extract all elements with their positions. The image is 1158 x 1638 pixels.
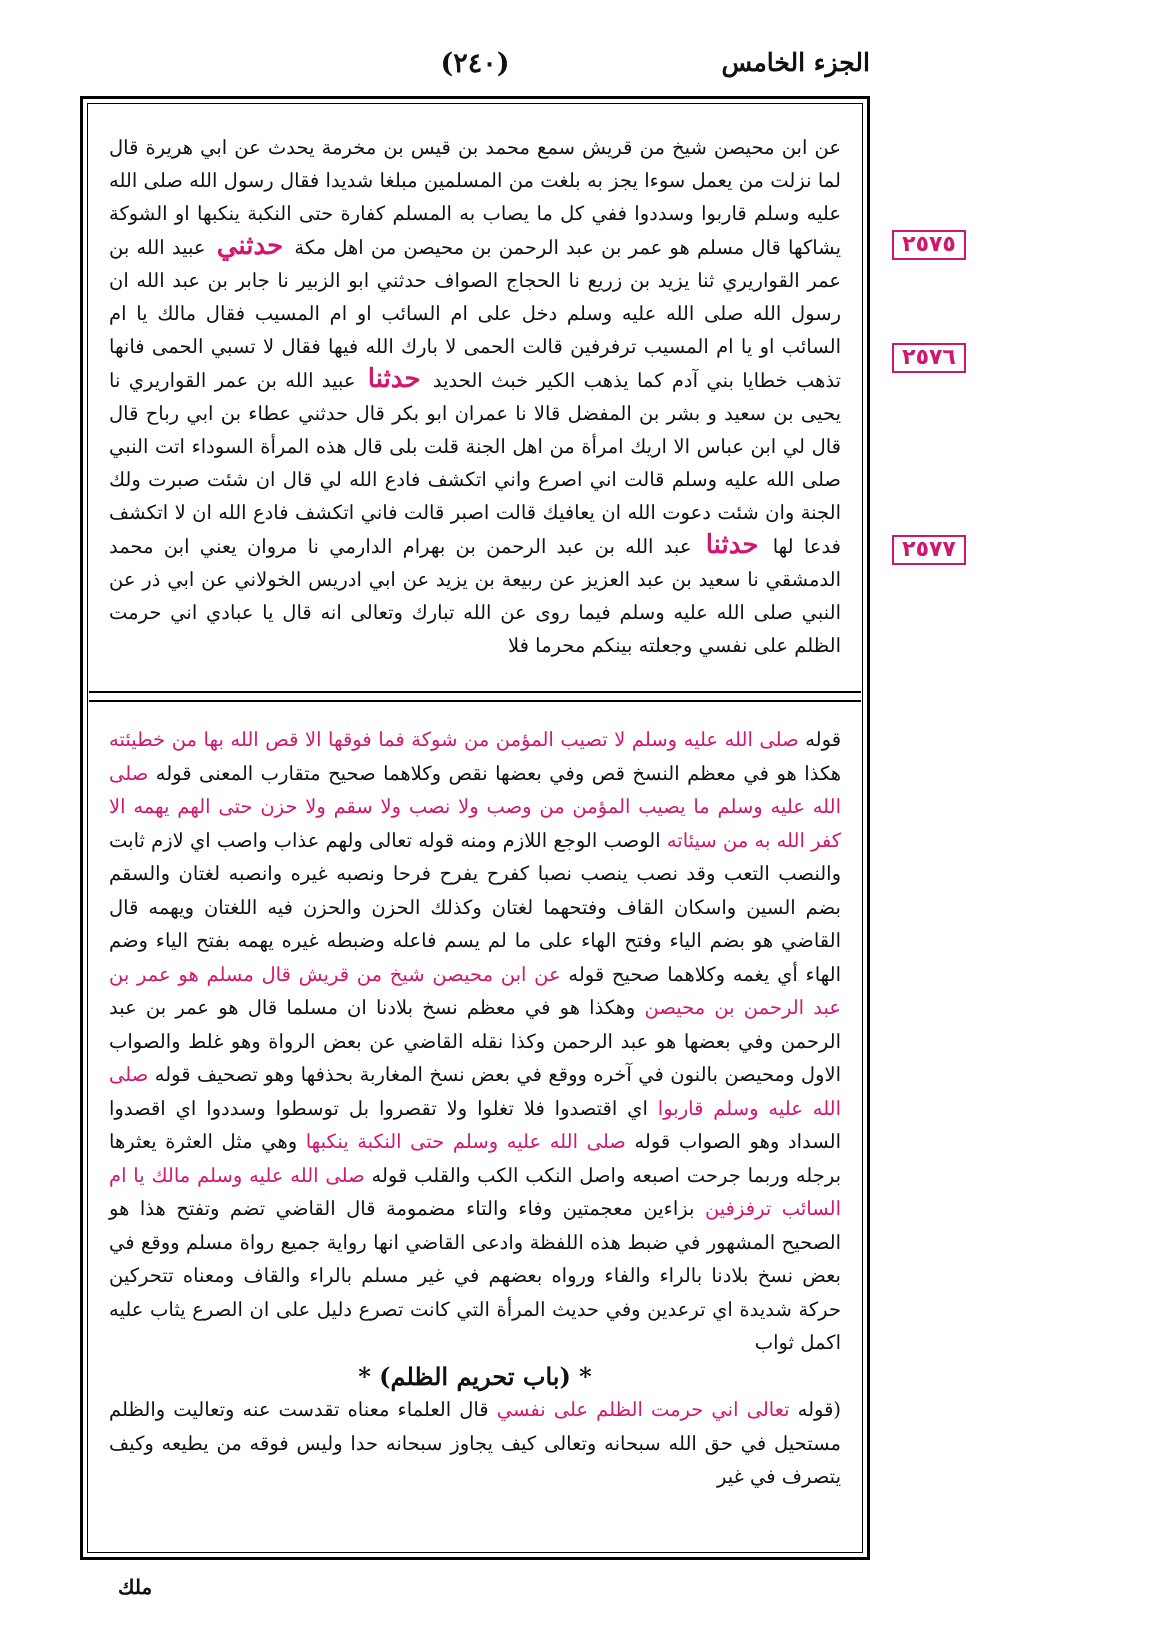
commentary-text: وهي مثل العثرة يعثرها برجله وربما جرحت اصبعه واصل النكب الكب والقلب قوله <box>109 1130 842 1187</box>
hadith-text: عبد الله بن عبد الرحمن بن بهرام الدارمي نا مروان يعني ابن محمد الدمشقي نا سعيد بن عبد العزيز عن ربيعة بن يزيد عن ابي ادريس الخولاني عن ابي ذر عن النبي صلى الله عليه وسلم فيما روى عن الله تبارك وتعالى انه قال يا عبادي اني حرمت الظلم على نفسي وجعلته بينكم محرما فلا <box>109 535 841 657</box>
commentary-text: قال العلماء معناه تقدست عنه وتعاليت والظلم مستحيل في حق الله سبحانه وتعالى كيف يجاوز سبحانه حدا وليس فوقه من يطيعه وكيف يتصرف في غير <box>109 1398 841 1488</box>
commentary-section <box>93 709 857 1549</box>
chapter-heading: * (باب تحريم الظلم) * <box>358 1361 592 1391</box>
commentary-text: الوصب الوجع اللازم ومنه قوله تعالى ولهم عذاب واصب اي لازم ثابت والنصب التعب وقد نصب ينصب نصبا كفرح يفرح فرحا ونصبه غيره وانصبه لغتان والسقم بضم السين واسكان القاف وفتحهما لغتان وكذلك الحزن والحزن فيه اللغتان ويهمه قال القاضي هو بضم الياء وفتح الهاء على ما لم يسم فاعله وضبطه غيره يهمه بفتح الياء وضم الهاء أي يغمه وكلاهما صحيح قوله <box>109 828 842 986</box>
hadith-paragraph <box>109 131 841 662</box>
commentary-lemma: صلى الله عليه وسلم لا تصيب المؤمن من شوكة فما فوقها الا قص الله بها من خطيئته <box>109 728 799 751</box>
hadith-text: عبيد الله بن عمر القواريري ثنا يزيد بن زريع نا الحجاج الصواف حدثني ابو الزبير نا جابر بن عبد الله ان رسول الله صلى الله عليه وسلم دخل على ام السائب او ام المسيب فقال مالك يا ام السائب او يا ام المسيب ترفرفين قالت الحمى لا بارك الله فيها فقال لا تسبي الحمى فانها تذهب خطايا بني آدم كما يذهب الكير خبث الحديد <box>109 236 842 392</box>
commentary-lemma: صلى الله عليه وسلم قاربوا <box>109 1063 842 1120</box>
hadith-number-badge: ٢٥٧٥ <box>892 230 966 260</box>
commentary-text: قوله <box>805 728 842 751</box>
commentary-text: وهكذا هو في معظم نسخ بلادنا ان مسلما قال هو عمر بن عبد الرحمن وفي بعضها هو عبد الرحمن وكذا نقله القاضي عن بعض الرواة وهو غلط والصواب الاول ومحيصن بالنون في آخره ووقع في بعض نسخ المغاربة بحذفها وهو تصحيف قوله <box>109 996 841 1086</box>
hadith-text: عبيد الله بن عمر القواريري نا يحيى بن سعيد و بشر بن المفضل قالا نا عمران ابو بكر قال حدثني عطاء بن ابي رباح قال قال لي ابن عباس الا اريك امرأة من اهل الجنة قلت بلى قال هذه المرأة السوداء اتت النبي صلى الله عليه وسلم قالت اني اصرع واني اتكشف فادع الله لي قال ان شئت صبرت ولك الجنة وان شئت دعوت الله ان يعافيك قالت اصبر قالت فاني اتكشف فادع الله ان لا اتكشف فدعا لها <box>109 369 841 558</box>
commentary-lemma: صلى الله عليه وسلم حتى النكبة ينكبها <box>305 1130 626 1153</box>
commentary-lemma: صلى الله عليه وسلم مالك يا ام السائب ترفزفين <box>109 1163 841 1220</box>
page-number: (٢٤٠) <box>440 48 510 79</box>
page-frame <box>80 96 870 1560</box>
hadith-number-badge: ٢٥٧٧ <box>892 535 966 565</box>
hadith-section <box>93 109 857 689</box>
commentary-lemma: صلى الله عليه وسلم ما يصيب المؤمن من وصب ولا نصب ولا سقم ولا حزن حتى الهم يهمه الا كفر الله به من سيئاته <box>109 761 841 852</box>
section-divider <box>89 691 861 702</box>
hadith-text: عن ابن محيصن شيخ من قريش سمع محمد بن قيس بن مخرمة يحدث عن ابي هريرة قال لما نزلت من يعمل سوءا يجز به بلغت من المسلمين مبلغا شديدا فقال رسول الله صلى الله عليه وسلم قاربوا وسددوا ففي كل ما يصاب به المسلم كفارة حتى النكبة ينكبها او الشوكة يشاكها قال مسلم هو عمر بن عبد الرحمن بن محيصن من اهل مكة <box>109 136 841 259</box>
commentary-lemma: عن ابن محيصن شيخ من قريش قال مسلم هو عمر بن عبد الرحمن بن محيصن <box>109 962 841 1019</box>
footer-signature-mark: ملك <box>118 1575 153 1599</box>
commentary-lemma: تعالى اني حرمت الظلم على نفسي <box>496 1398 790 1421</box>
commentary-text: اي اقتصدوا فلا تغلوا ولا تقصروا بل توسطوا وسددوا اي اقصدوا السداد وهو الصواب قوله <box>109 1096 841 1153</box>
commentary-text: (قوله <box>797 1398 842 1421</box>
commentary-text: هكذا هو في معظم النسخ قص وفي بعضها نقص وكلاهما صحيح متقارب المعنى قوله <box>155 761 842 785</box>
haddathana-marker: حدثنا <box>367 364 421 394</box>
page-header <box>80 48 870 88</box>
haddathana-marker: حدثنا <box>705 530 759 560</box>
commentary-paragraph <box>109 723 841 1360</box>
commentary-text: بزاءين معجمتين وفاء والتاء مضمومة قال القاضي تضم وتفتح هذا هو الصحيح المشهور في ضبط هذه اللفظة وادعى القاضي انها رواية جميع رواة مسلم ووقع في بعض نسخ بلادنا بالراء والفاء ورواه بعضهم في غير مسلم بالراء والقاف ومعناه تتحركين حركة شديدة اي ترعدين وفي حديث المرأة التي كانت تصرع دليل على ان الصرع يثاب عليه اكمل ثواب <box>109 1197 841 1354</box>
haddathana-marker: حدثني <box>216 231 284 261</box>
commentary-paragraph <box>109 1393 841 1494</box>
hadith-number-badge: ٢٥٧٦ <box>892 343 966 373</box>
running-title: الجزء الخامس <box>721 48 870 77</box>
